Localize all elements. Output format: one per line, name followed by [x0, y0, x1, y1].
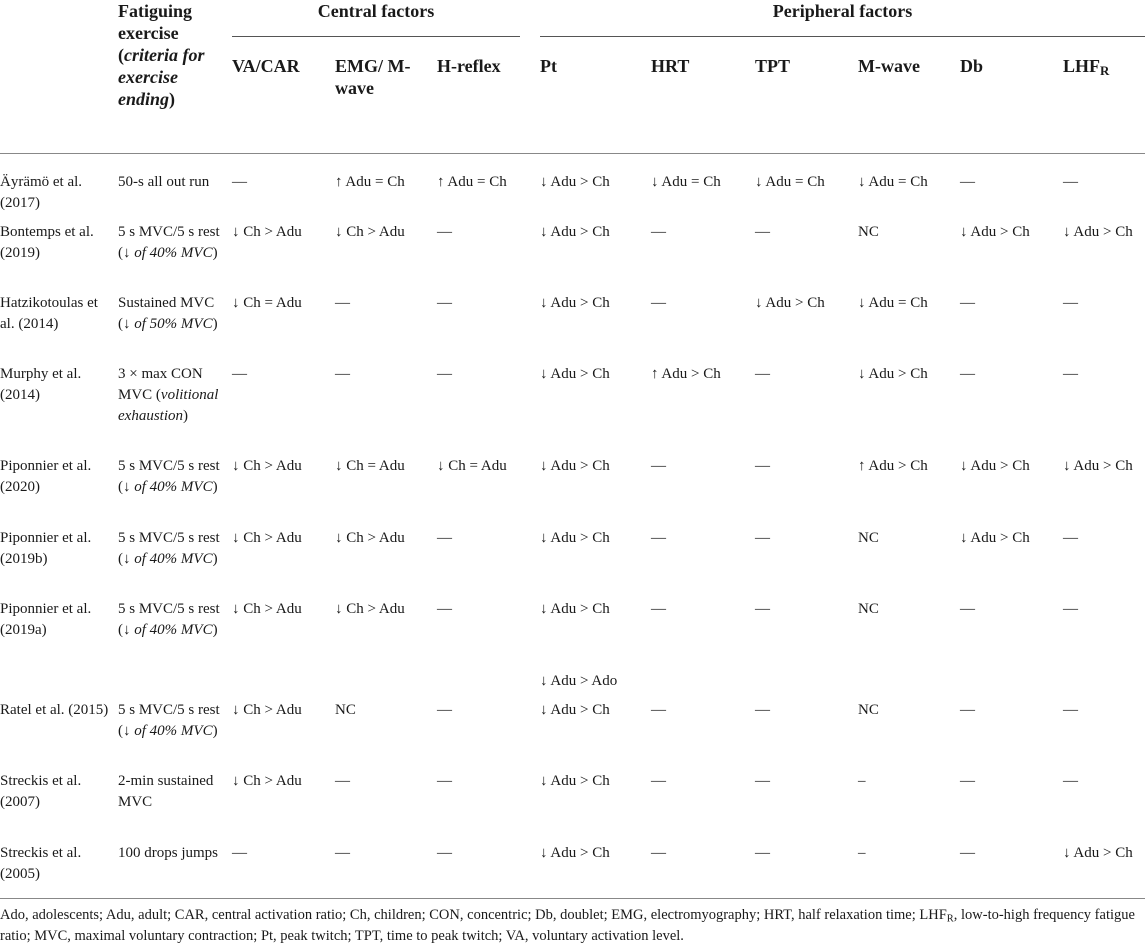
col-va-car-cell: ↓ Ch > Adu [232, 601, 302, 617]
col-va-car-cell: ↓ Ch > Adu [232, 773, 302, 789]
col-lhf-label: LHF [1063, 56, 1101, 76]
col-hrt-cell: — [651, 295, 666, 311]
peripheral-factors-header: Peripheral factors [772, 1, 913, 21]
col-h-reflex-cell: — [437, 601, 452, 617]
exercise-text: 50-s all out run [118, 174, 210, 190]
col-emg-mwave-cell: — [335, 366, 350, 382]
table-footnote [0, 905, 1140, 947]
exercise-close: ) [212, 245, 218, 261]
fatiguing-exercise-label: Fatiguing exercise [118, 1, 193, 43]
exercise-cell [118, 364, 226, 427]
peripheral-factors-rule [540, 36, 1145, 37]
col-db-header [960, 55, 1060, 77]
exercise-text: 2-min sustained MVC [118, 773, 214, 810]
exercise-text: 5 s MVC/5 s rest ( [118, 530, 220, 567]
col-emg-mwave-label: EMG/ M-wave [335, 56, 411, 98]
col-pt-cell: ↓ Adu > Ch [540, 458, 610, 474]
exercise-cell [118, 771, 226, 813]
col-emg-mwave-cell: ↓ Ch > Adu [335, 601, 405, 617]
col-va-car-cell: — [232, 174, 247, 190]
col-va-car-header [232, 55, 332, 77]
col-hrt-cell: — [651, 845, 666, 861]
col-h-reflex-cell: — [437, 845, 452, 861]
col-h-reflex-label: H-reflex [437, 56, 501, 76]
col-mwave-cell: ↓ Adu = Ch [858, 174, 928, 190]
col-emg-mwave-cell: — [335, 773, 350, 789]
col-emg-mwave-cell: ↓ Ch = Adu [335, 458, 405, 474]
col-h-reflex-cell: ↓ Ch = Adu [437, 458, 507, 474]
col-tpt-cell: — [755, 458, 770, 474]
col-emg-mwave-cell: NC [335, 702, 356, 718]
exercise-text: Sustained MVC ( [118, 295, 215, 332]
col-h-reflex-header [437, 55, 537, 77]
footnote-text-start: Ado, adolescents; Adu, adult; CAR, central activation ratio; Ch, children; CON, concentric; Db, doublet; EMG, electromyography; HRT, half relaxation time; LHF [0, 907, 947, 923]
col-pt-cell: ↓ Adu > Ch [540, 845, 610, 861]
col-pt-cell: ↓ Adu > Ch [540, 702, 610, 718]
col-lhf-cell: — [1063, 366, 1078, 382]
exercise-cell [118, 843, 226, 864]
study-cell: Bontemps et al. (2019) [0, 224, 94, 261]
col-hrt-cell: — [651, 458, 666, 474]
central-factors-rule [232, 36, 520, 37]
footnote-text-end: , low-to-high frequency fatigue ratio; MVC, maximal voluntary contraction; Pt, peak twitch; TPT, time to peak twitch; VA, voluntary activation level. [0, 907, 1135, 944]
col-lhf-cell: — [1063, 702, 1078, 718]
col-db-cell: — [960, 601, 975, 617]
study-cell: Streckis et al. (2007) [0, 773, 82, 810]
exercise-cell [118, 528, 226, 570]
col-emg-mwave-cell: — [335, 295, 350, 311]
col-pt-cell: ↓ Adu > Ch [540, 773, 610, 789]
col-tpt-cell: — [755, 530, 770, 546]
col-tpt-cell: — [755, 845, 770, 861]
col-db-label: Db [960, 56, 984, 76]
col-lhf-cell: ↓ Adu > Ch [1063, 224, 1133, 240]
lhf-subscript: R [1100, 63, 1110, 79]
col-pt-cell: ↓ Adu > Ch [540, 601, 610, 617]
col-va-car-cell: — [232, 366, 247, 382]
exercise-close: ) [212, 479, 218, 495]
col-mwave-cell: NC [858, 530, 879, 546]
col-lhf-cell: — [1063, 174, 1078, 190]
col-lhf-header [1063, 55, 1145, 77]
col-db-cell: — [960, 295, 975, 311]
exercise-criteria: ↓ of 40% MVC [123, 479, 213, 495]
col-va-car-cell: ↓ Ch > Adu [232, 530, 302, 546]
col-db-cell: ↓ Adu > Ch [960, 530, 1030, 546]
col-tpt-cell: — [755, 366, 770, 382]
col-lhf-cell: ↓ Adu > Ch [1063, 845, 1133, 861]
col-lhf-cell: — [1063, 295, 1078, 311]
col-tpt-cell: — [755, 224, 770, 240]
col-emg-mwave-cell: — [335, 845, 350, 861]
exercise-cell [118, 599, 226, 641]
col-h-reflex-cell: — [437, 224, 452, 240]
study-cell: Piponnier et al. (2019b) [0, 530, 92, 567]
col-mwave-cell: – [858, 845, 866, 861]
col-mwave-cell: NC [858, 224, 879, 240]
exercise-cell [118, 172, 226, 193]
central-factors-header: Central factors [317, 1, 435, 21]
col-pt-label: Pt [540, 56, 557, 76]
col-h-reflex-cell: — [437, 530, 452, 546]
col-lhf-cell: — [1063, 530, 1078, 546]
col-va-car-cell: ↓ Ch > Adu [232, 224, 302, 240]
study-cell: Piponnier et al. (2020) [0, 458, 92, 495]
col-hrt-cell: ↑ Adu > Ch [651, 366, 721, 382]
exercise-text: 5 s MVC/5 s rest ( [118, 224, 220, 261]
col-hrt-cell: — [651, 601, 666, 617]
col-emg-mwave-header [335, 55, 415, 99]
fatiguing-exercise-header: Fatiguing exercise (criteria for exercise ending) [118, 1, 205, 109]
exercise-criteria: ↓ of 40% MVC [123, 245, 213, 261]
col-db-cell: — [960, 366, 975, 382]
col-lhf-cell: — [1063, 601, 1078, 617]
col-lhf-cell: ↓ Adu > Ch [1063, 458, 1133, 474]
exercise-cell [118, 700, 226, 742]
exercise-close: ) [183, 408, 188, 424]
col-mwave-label: M-wave [858, 56, 920, 76]
col-va-car-label: VA/CAR [232, 56, 300, 76]
exercise-text: 100 drops jumps [118, 845, 219, 861]
col-pt-cell: ↓ Adu > Ch [540, 174, 610, 190]
col-db-cell: ↓ Adu > Ch [960, 458, 1030, 474]
exercise-criteria: ↓ of 40% MVC [123, 551, 213, 567]
col-va-car-cell: ↓ Ch > Adu [232, 702, 302, 718]
col-mwave-cell: ↑ Adu > Ch [858, 458, 928, 474]
study-cell: Ratel et al. (2015) [0, 702, 109, 718]
col-db-cell: ↓ Adu > Ch [960, 224, 1030, 240]
col-hrt-cell: — [651, 702, 666, 718]
footer-rule [0, 898, 1145, 899]
exercise-text: 5 s MVC/5 s rest ( [118, 702, 220, 739]
col-tpt-label: TPT [755, 56, 791, 76]
col-mwave-cell: NC [858, 601, 879, 617]
col-hrt-cell: — [651, 530, 666, 546]
col-tpt-cell: ↓ Adu = Ch [755, 174, 825, 190]
exercise-close: ) [212, 723, 218, 739]
col-lhf-cell: — [1063, 773, 1078, 789]
exercise-close: ) [212, 551, 218, 567]
col-va-car-cell: — [232, 845, 247, 861]
study-cell: Piponnier et al. (2019a) [0, 601, 92, 638]
col-pt-cell: ↓ Adu > Ado [540, 673, 618, 689]
col-db-cell: — [960, 702, 975, 718]
col-mwave-header [858, 55, 958, 77]
col-mwave-cell: ↓ Adu > Ch [858, 366, 928, 382]
col-hrt-label: HRT [651, 56, 690, 76]
col-hrt-cell: — [651, 224, 666, 240]
col-va-car-cell: ↓ Ch > Adu [232, 458, 302, 474]
col-tpt-cell: — [755, 702, 770, 718]
col-pt-cell: ↓ Adu > Ch [540, 530, 610, 546]
exercise-close: ) [212, 622, 218, 638]
col-tpt-cell: — [755, 601, 770, 617]
col-hrt-cell: ↓ Adu = Ch [651, 174, 721, 190]
col-tpt-cell: — [755, 773, 770, 789]
col-h-reflex-cell: ↑ Adu = Ch [437, 174, 507, 190]
exercise-criteria: ↓ of 40% MVC [123, 622, 213, 638]
col-tpt-header [755, 55, 855, 77]
col-tpt-cell: ↓ Adu > Ch [755, 295, 825, 311]
exercise-criteria: ↓ of 40% MVC [123, 723, 213, 739]
study-cell: Murphy et al. (2014) [0, 366, 82, 403]
col-h-reflex-cell: — [437, 295, 452, 311]
exercise-text: 5 s MVC/5 s rest ( [118, 458, 220, 495]
col-pt-cell: ↓ Adu > Ch [540, 295, 610, 311]
col-db-cell: — [960, 845, 975, 861]
exercise-criteria: ↓ of 50% MVC [123, 316, 213, 332]
fatiguing-criteria-label: criteria for exercise ending [118, 45, 205, 109]
col-pt-header [540, 55, 640, 77]
exercise-criteria: volitional exhaustion [118, 387, 219, 424]
exercise-close: ) [212, 316, 218, 332]
col-pt-cell: ↓ Adu > Ch [540, 224, 610, 240]
col-emg-mwave-cell: ↑ Adu = Ch [335, 174, 405, 190]
col-hrt-header [651, 55, 751, 77]
col-emg-mwave-cell: ↓ Ch > Adu [335, 530, 405, 546]
col-mwave-cell: – [858, 773, 866, 789]
col-db-cell: — [960, 773, 975, 789]
header-rule [0, 153, 1145, 154]
col-hrt-cell: — [651, 773, 666, 789]
study-cell: Äyrämö et al. (2017) [0, 174, 83, 211]
col-emg-mwave-cell: ↓ Ch > Adu [335, 224, 405, 240]
col-pt-cell: ↓ Adu > Ch [540, 366, 610, 382]
exercise-cell [118, 222, 226, 264]
col-h-reflex-cell: — [437, 366, 452, 382]
exercise-text: 3 × max CON MVC ( [118, 366, 203, 403]
col-db-cell: — [960, 174, 975, 190]
col-mwave-cell: ↓ Adu = Ch [858, 295, 928, 311]
study-cell: Hatzikotoulas et al. (2014) [0, 295, 98, 332]
col-h-reflex-cell: — [437, 702, 452, 718]
study-cell: Streckis et al. (2005) [0, 845, 82, 882]
exercise-text: 5 s MVC/5 s rest ( [118, 601, 220, 638]
footnote-subscript: R [946, 913, 954, 925]
col-h-reflex-cell: — [437, 773, 452, 789]
exercise-cell [118, 456, 226, 498]
col-mwave-cell: NC [858, 702, 879, 718]
col-va-car-cell: ↓ Ch = Adu [232, 295, 302, 311]
exercise-cell [118, 293, 226, 335]
